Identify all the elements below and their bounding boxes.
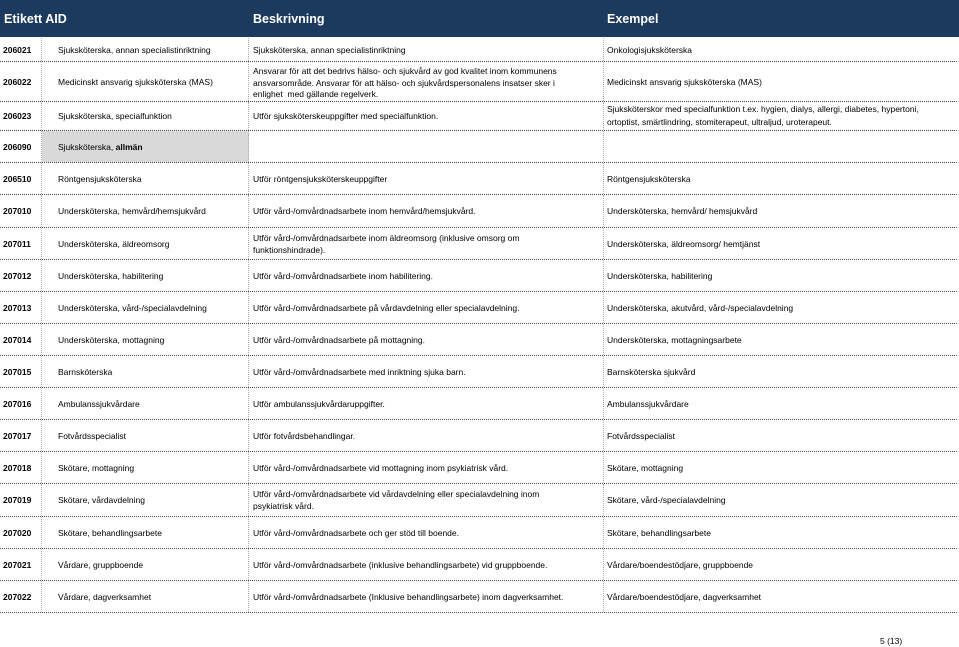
row-id: 206090 <box>0 131 42 162</box>
example-line: Skötare, vård-/specialavdelning <box>607 495 726 505</box>
row-description <box>249 38 604 61</box>
description-line: Utför vård-/omvårdnadsarbete med inriktning sjuka barn. <box>253 366 466 377</box>
row-example <box>604 62 957 101</box>
description-line: Utför vård-/omvårdnadsarbete och ger stöd till boende. <box>253 527 460 538</box>
description-line: Utför vård-/omvårdnadsarbete vid mottagning inom psykiatrisk vård. <box>253 462 509 473</box>
row-title: Skötare, behandlingsarbete <box>42 517 249 548</box>
row-example <box>604 163 957 194</box>
row-title: Medicinskt ansvarig sjuksköterska (MAS) <box>42 62 249 101</box>
row-id: 207010 <box>0 195 42 227</box>
row-example <box>604 517 957 548</box>
table-row <box>0 388 957 420</box>
example-line: Skötare, behandlingsarbete <box>607 527 711 538</box>
description-line: Utför vård-/omvårdnadsarbete inom äldreomsorg (inklusive omsorg om <box>253 232 520 243</box>
description-line: Utför vård-/omvårdnadsarbete på mottagning. <box>253 334 425 345</box>
table-row <box>0 62 957 102</box>
table-row <box>0 356 957 388</box>
table-header <box>0 0 959 37</box>
description-line: Utför vård-/omvårdnadsarbete på vårdavdelning eller specialavdelning. <box>253 302 520 313</box>
row-example <box>604 420 957 451</box>
row-description <box>249 260 604 291</box>
example-line: Skötare, mottagning <box>607 462 684 473</box>
description-line: funktionshindrade). <box>253 244 326 255</box>
row-title: Ambulanssjukvårdare <box>42 388 249 419</box>
description-line: Utför röntgensjuksköterskeuppgifter <box>253 173 388 184</box>
header-label-description: Beskrivning <box>253 12 325 26</box>
row-example <box>604 324 957 355</box>
row-example <box>604 581 957 612</box>
table-row <box>0 228 957 260</box>
row-title: Vårdare, gruppboende <box>42 549 249 580</box>
row-id: 207018 <box>0 452 42 483</box>
description-line: Utför fotvårdsbehandlingar. <box>253 430 356 441</box>
row-description <box>249 195 604 227</box>
row-id: 206022 <box>0 62 42 101</box>
row-description <box>249 292 604 323</box>
row-example <box>604 131 957 162</box>
row-title: Undersköterska, hemvård/hemsjukvård <box>42 195 249 227</box>
example-line: Undersköterska, akutvård, vård-/specialavdelning <box>607 302 794 313</box>
table-row <box>0 549 957 581</box>
description-line: psykiatrisk vård. <box>253 501 314 511</box>
example-line: ortoptist, smärtlindring, stomiterapeut, ultraljud, uroterapeut. <box>607 117 832 127</box>
row-example <box>604 356 957 387</box>
row-description <box>249 228 604 259</box>
description-line: ansvarsområde. Ansvarar för att hälso- och sjukvårdspersonalens insatser sker i <box>253 77 555 88</box>
row-example <box>604 484 957 516</box>
example-line: Vårdare/boendestödjare, dagverksamhet <box>607 591 762 602</box>
row-id: 207017 <box>0 420 42 451</box>
row-id: 207019 <box>0 484 42 516</box>
row-title-text: Sjuksköterska, <box>58 141 116 152</box>
row-title <box>42 131 249 162</box>
example-line: Ambulanssjukvårdare <box>607 398 689 409</box>
table-row <box>0 420 957 452</box>
description-line: Utför vård-/omvårdnadsarbete inom habilitering. <box>253 270 434 281</box>
table-row <box>0 581 957 613</box>
row-description <box>249 62 604 101</box>
row-description <box>249 549 604 580</box>
row-example <box>604 292 957 323</box>
row-id: 207021 <box>0 549 42 580</box>
row-description <box>249 452 604 483</box>
row-title: Undersköterska, habilitering <box>42 260 249 291</box>
row-example <box>604 38 957 61</box>
table-row <box>0 452 957 484</box>
description-line: enlighet med gällande regelverk. <box>253 89 379 100</box>
description-line: Utför vård-/omvårdnadsarbete (Inklusive behandlingsarbete) inom dagverksamhet. <box>253 591 564 602</box>
table-row <box>0 324 957 356</box>
table-row <box>0 292 957 324</box>
description-line: Utför vård-/omvårdnadsarbete vid vårdavdelning eller specialavdelning inom <box>253 489 540 499</box>
description-line: Utför ambulanssjukvårdaruppgifter. <box>253 398 385 409</box>
row-title: Fotvårdsspecialist <box>42 420 249 451</box>
row-title: Undersköterska, äldreomsorg <box>42 228 249 259</box>
row-example <box>604 388 957 419</box>
row-id: 207014 <box>0 324 42 355</box>
example-line: Undersköterska, äldreomsorg/ hemtjänst <box>607 238 761 249</box>
row-id: 207020 <box>0 517 42 548</box>
table-row <box>0 102 957 131</box>
row-id: 206510 <box>0 163 42 194</box>
row-description <box>249 517 604 548</box>
row-title: Vårdare, dagverksamhet <box>42 581 249 612</box>
table-row <box>0 163 957 195</box>
row-id: 206021 <box>0 38 42 61</box>
row-example <box>604 452 957 483</box>
row-title: Undersköterska, vård-/specialavdelning <box>42 292 249 323</box>
row-id: 207016 <box>0 388 42 419</box>
table-row <box>0 131 957 163</box>
row-example <box>604 549 957 580</box>
row-example <box>604 260 957 291</box>
row-description <box>249 388 604 419</box>
description-line: Ansvarar för att det bedrivs hälso- och sjukvård av god kvalitet inom kommunens <box>253 66 557 77</box>
page-number: 5 (13) <box>880 636 903 646</box>
row-description <box>249 420 604 451</box>
code-table <box>0 38 957 613</box>
header-label-id: Etikett AID <box>4 12 67 26</box>
table-row <box>0 517 957 549</box>
table-row <box>0 260 957 292</box>
row-id: 207015 <box>0 356 42 387</box>
row-example <box>604 195 957 227</box>
description-line: Utför vård-/omvårdnadsarbete inom hemvård/hemsjukvård. <box>253 206 476 216</box>
example-line: Röntgensjuksköterska <box>607 173 691 184</box>
example-line: Undersköterska, habilitering <box>607 270 713 281</box>
row-description <box>249 581 604 612</box>
row-description <box>249 484 604 516</box>
row-id: 206023 <box>0 102 42 130</box>
row-description <box>249 163 604 194</box>
description-line: Utför vård-/omvårdnadsarbete (inklusive behandlingsarbete) vid gruppboende. <box>253 559 548 570</box>
row-description <box>249 356 604 387</box>
example-line: Sjuksköterskor med specialfunktion t.ex. hygien, dialys, allergi, diabetes, hypertoni, <box>607 104 919 114</box>
row-title: Röntgensjuksköterska <box>42 163 249 194</box>
example-line: Medicinskt ansvarig sjuksköterska (MAS) <box>607 76 762 87</box>
example-line: Vårdare/boendestödjare, gruppboende <box>607 559 754 570</box>
row-title: Sjuksköterska, annan specialistinriktning <box>42 38 249 61</box>
row-title: Undersköterska, mottagning <box>42 324 249 355</box>
row-description <box>249 131 604 162</box>
row-id: 207022 <box>0 581 42 612</box>
example-line: Fotvårdsspecialist <box>607 430 676 441</box>
example-line: Undersköterska, mottagningsarbete <box>607 334 742 345</box>
row-title: Barnsköterska <box>42 356 249 387</box>
table-row <box>0 38 957 62</box>
row-id: 207012 <box>0 260 42 291</box>
example-line: Barnsköterska sjukvård <box>607 366 696 377</box>
example-line: Onkologisjuksköterska <box>607 44 693 55</box>
row-title: Sjuksköterska, specialfunktion <box>42 102 249 130</box>
table-row <box>0 195 957 228</box>
row-example <box>604 102 957 130</box>
table-row <box>0 484 957 517</box>
row-title: Skötare, vårdavdelning <box>42 484 249 516</box>
row-id: 207011 <box>0 228 42 259</box>
description-line: Utför sjuksköterskeuppgifter med specialfunktion. <box>253 111 439 121</box>
description-line: Sjuksköterska, annan specialistinriktning <box>253 44 406 55</box>
row-description <box>249 324 604 355</box>
row-title-bold-text: allmän <box>115 141 143 152</box>
row-description <box>249 102 604 130</box>
header-label-example: Exempel <box>607 12 659 26</box>
row-example <box>604 228 957 259</box>
row-id: 207013 <box>0 292 42 323</box>
example-line: Undersköterska, hemvård/ hemsjukvård <box>607 206 758 216</box>
row-title: Skötare, mottagning <box>42 452 249 483</box>
